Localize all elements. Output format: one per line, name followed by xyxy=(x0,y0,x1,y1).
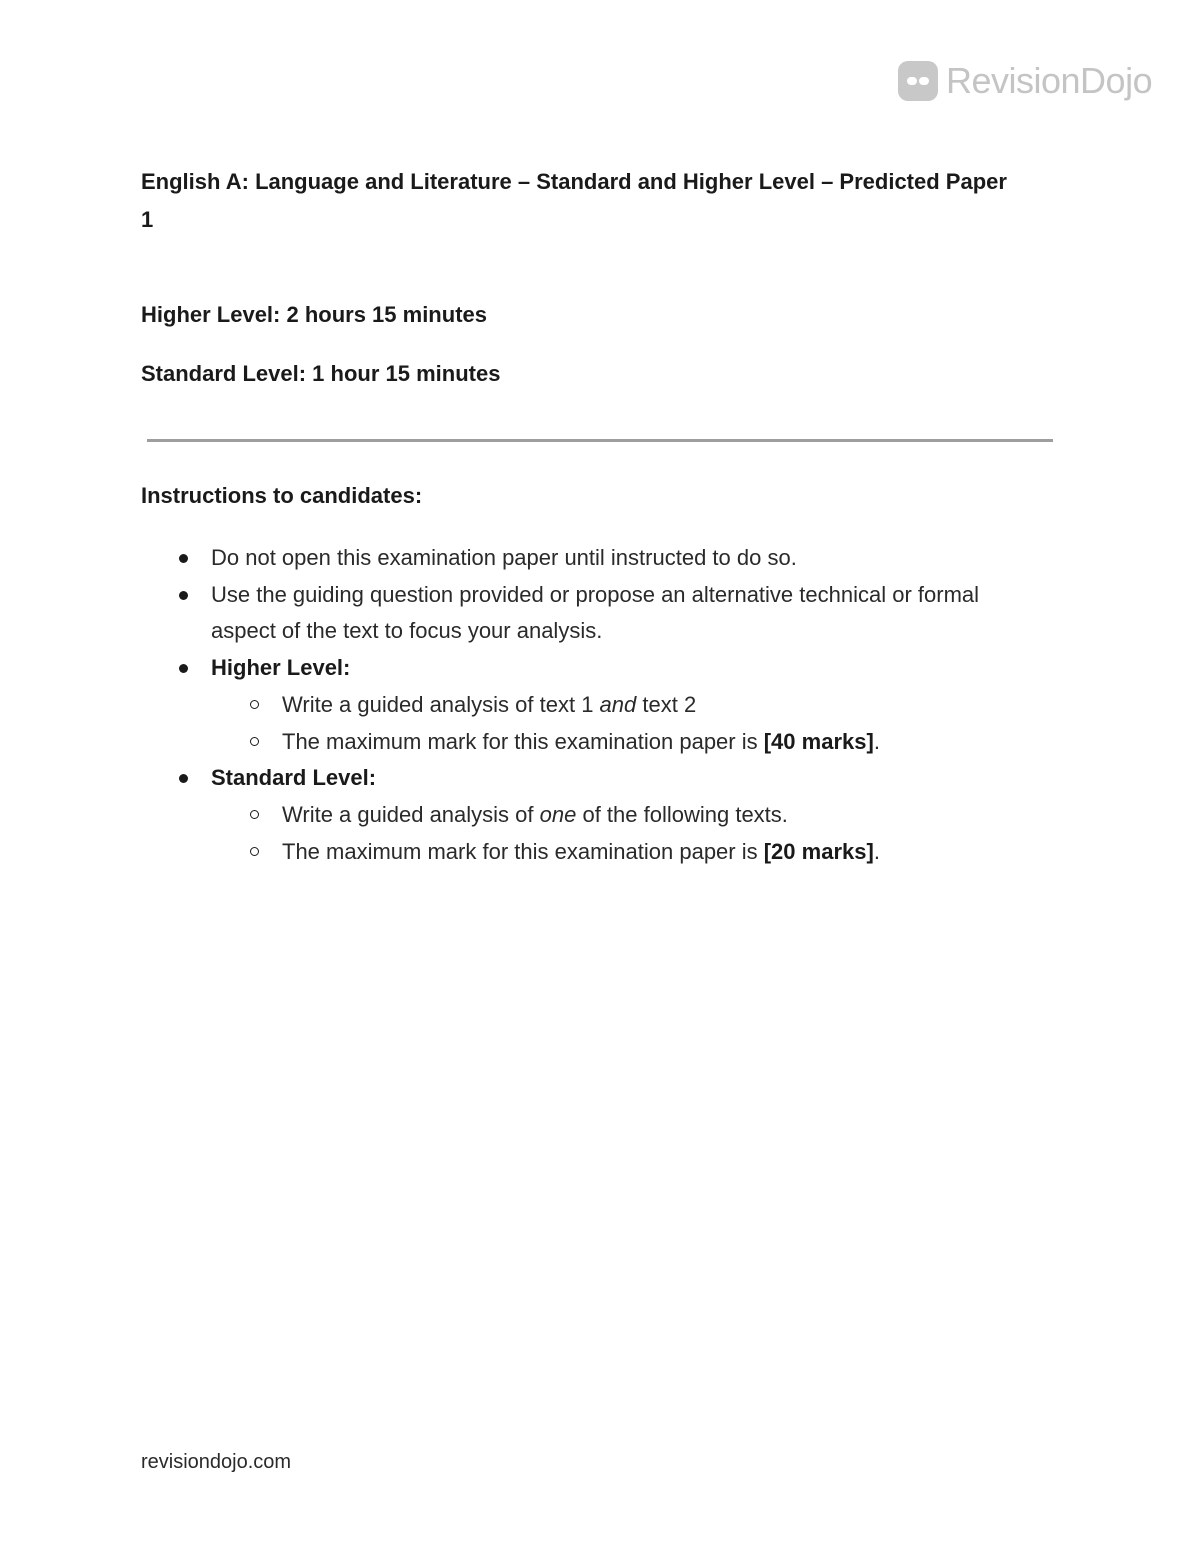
instructions-list xyxy=(176,540,1006,870)
section-divider xyxy=(147,439,1053,442)
footer-url: revisiondojo.com xyxy=(141,1451,292,1473)
sub-instruction-item: The maximum mark for this examination paper is [20 marks]. xyxy=(176,834,1006,871)
sub-instruction-item: Write a guided analysis of one of the following texts. xyxy=(176,797,1006,834)
higher-level-duration: Higher Level: 2 hours 15 minutes xyxy=(141,302,487,327)
logo-text: RevisionDojo xyxy=(946,60,1153,101)
standard-level-label: Standard Level: xyxy=(211,765,377,791)
document-title: English A: Language and Literature – Standard and Higher Level – Predicted Paper 1 xyxy=(141,169,1007,232)
higher-level-label: Higher Level: xyxy=(211,655,351,681)
instruction-item-higher-level xyxy=(176,650,1006,760)
standard-level-duration: Standard Level: 1 hour 15 minutes xyxy=(141,361,501,386)
standard-level-sublist xyxy=(211,797,1006,870)
instruction-text: Do not open this examination paper until instructed to do so. xyxy=(211,545,797,570)
sub-instruction-item: Write a guided analysis of text 1 and text 2 xyxy=(176,687,1006,724)
instruction-item xyxy=(176,577,1006,650)
revisiondojo-logo xyxy=(898,60,1152,102)
sub-instruction-item: The maximum mark for this examination paper is [40 marks]. xyxy=(176,724,1006,761)
instruction-item-standard-level xyxy=(176,760,1006,870)
logo-mark-icon xyxy=(898,61,938,101)
higher-level-sublist xyxy=(211,687,1006,760)
instruction-text: Use the guiding question provided or propose an alternative technical or formal aspect of the text to focus your analysis. xyxy=(211,581,980,644)
instruction-item xyxy=(176,540,1006,577)
instructions-heading: Instructions to candidates: xyxy=(141,483,423,508)
